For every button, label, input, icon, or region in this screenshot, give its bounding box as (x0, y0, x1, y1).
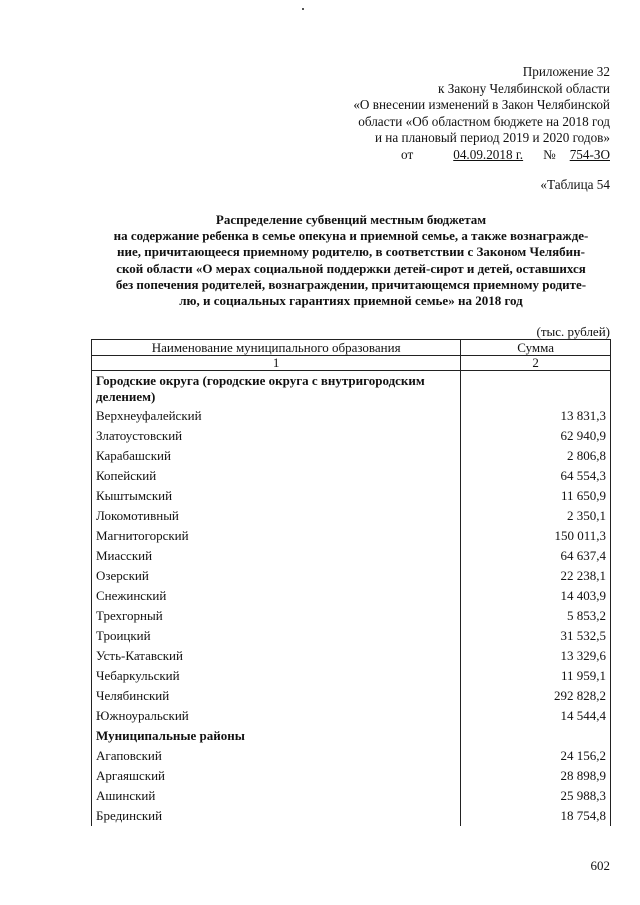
table-row (92, 686, 611, 706)
municipality-name: Копейский (92, 466, 461, 486)
municipality-name: Локомотивный (92, 506, 461, 526)
table-row (92, 406, 611, 426)
subvention-amount: 25 988,3 (461, 786, 611, 806)
appendix-line: к Закону Челябинской области (438, 80, 610, 96)
table-row (92, 786, 611, 806)
page-number: 602 (590, 858, 610, 873)
table-row (92, 646, 611, 666)
municipality-name: Аргаяшский (92, 766, 461, 786)
subvention-amount: 31 532,5 (461, 626, 611, 646)
municipality-name: Чебаркульский (92, 666, 461, 686)
table-row (92, 446, 611, 466)
table-row (92, 806, 611, 826)
municipality-name: Ашинский (92, 786, 461, 806)
table-row (92, 626, 611, 646)
municipality-name: Миасский (92, 546, 461, 566)
subvention-amount: 5 853,2 (461, 606, 611, 626)
table-header-number-row (92, 356, 611, 371)
appendix-line: «О внесении изменений в Закон Челябинской (353, 97, 610, 113)
municipality-name: Магнитогорский (92, 526, 461, 546)
table-row (92, 746, 611, 766)
group-heading: Муниципальные районы (92, 726, 461, 746)
law-date: 04.09.2018 г. (453, 146, 524, 162)
municipality-name: Троицкий (92, 626, 461, 646)
from-label: от (401, 146, 414, 162)
subvention-amount: 28 898,9 (461, 766, 611, 786)
law-number: 754-ЗО (569, 146, 610, 162)
subvention-amount: 64 637,4 (461, 546, 611, 566)
municipality-name: Трехгорный (92, 606, 461, 626)
subvention-amount: 2 350,1 (461, 506, 611, 526)
subvention-amount: 14 544,4 (461, 706, 611, 726)
column-header-sum: Сумма (461, 340, 611, 356)
municipality-name: Златоустовский (92, 426, 461, 446)
title-line: на содержание ребенка в семье опекуна и приемной семье, а также вознагражде- (113, 228, 589, 244)
title-line: Распределение субвенций местным бюджетам (215, 212, 487, 227)
table-reference: «Таблица 54 (540, 177, 610, 192)
table-row (92, 566, 611, 586)
table-row (92, 606, 611, 626)
municipality-name: Верхнеуфалейский (92, 406, 461, 426)
column-header-name: Наименование муниципального образования (92, 340, 461, 356)
subvention-amount: 64 554,3 (461, 466, 611, 486)
title-line: ской области «О мерах социальной поддержки детей-сирот и детей, оставшихся (116, 260, 586, 276)
table-row (92, 706, 611, 726)
title-line: лю, и социальных гарантиях приемной семье» на 2018 год (179, 293, 523, 309)
scan-speck (302, 8, 304, 10)
group-heading: Городские округа (городские округа с внутригородским делением) (92, 371, 461, 407)
table-body (92, 371, 611, 826)
municipality-name: Южноуральский (92, 706, 461, 726)
municipality-name: Снежинский (92, 586, 461, 606)
appendix-line: и на плановый период 2019 и 2020 годов» (374, 130, 610, 146)
group-heading-empty-cell (461, 371, 611, 407)
table-row (92, 666, 611, 686)
units-label: (тыс. рублей) (536, 324, 610, 339)
subvention-amount: 24 156,2 (461, 746, 611, 766)
subvention-amount: 11 650,9 (461, 486, 611, 506)
municipality-name: Агаповский (92, 746, 461, 766)
table-header-row (92, 340, 611, 356)
table-row (92, 426, 611, 446)
table-row (92, 546, 611, 566)
municipality-name: Челябинский (92, 686, 461, 706)
subvention-amount: 62 940,9 (461, 426, 611, 446)
column-number: 2 (461, 356, 611, 371)
subvention-amount: 11 959,1 (461, 666, 611, 686)
table-row (92, 486, 611, 506)
subvention-amount: 18 754,8 (461, 806, 611, 826)
municipality-name: Брединский (92, 806, 461, 826)
title-line: ние, причитающееся приемному родителю, в соответствии с Законом Челябин- (117, 244, 585, 260)
table-row (92, 506, 611, 526)
document-title (84, 212, 618, 309)
subvention-table (91, 339, 611, 826)
subvention-amount: 150 011,3 (461, 526, 611, 546)
municipality-name: Карабашский (92, 446, 461, 466)
group-heading-row (92, 726, 611, 746)
group-heading-row (92, 371, 611, 407)
law-date-line (353, 147, 610, 164)
subvention-amount: 292 828,2 (461, 686, 611, 706)
table-row (92, 766, 611, 786)
subvention-amount: 14 403,9 (461, 586, 611, 606)
appendix-line: области «Об областном бюджете на 2018 год (358, 113, 610, 129)
municipality-name: Озерский (92, 566, 461, 586)
table-row (92, 526, 611, 546)
appendix-header (353, 64, 610, 164)
municipality-name: Усть-Катавский (92, 646, 461, 666)
table-row (92, 586, 611, 606)
municipality-name: Кыштымский (92, 486, 461, 506)
number-sign: № (543, 146, 556, 162)
subvention-amount: 22 238,1 (461, 566, 611, 586)
column-number: 1 (92, 356, 461, 371)
subvention-amount: 13 831,3 (461, 406, 611, 426)
subvention-amount: 2 806,8 (461, 446, 611, 466)
appendix-line: Приложение 32 (522, 64, 610, 79)
group-heading-empty-cell (461, 726, 611, 746)
table-row (92, 466, 611, 486)
subvention-amount: 13 329,6 (461, 646, 611, 666)
title-line: без попечения родителей, вознаграждении, причитающемся приемному родите- (115, 276, 587, 292)
